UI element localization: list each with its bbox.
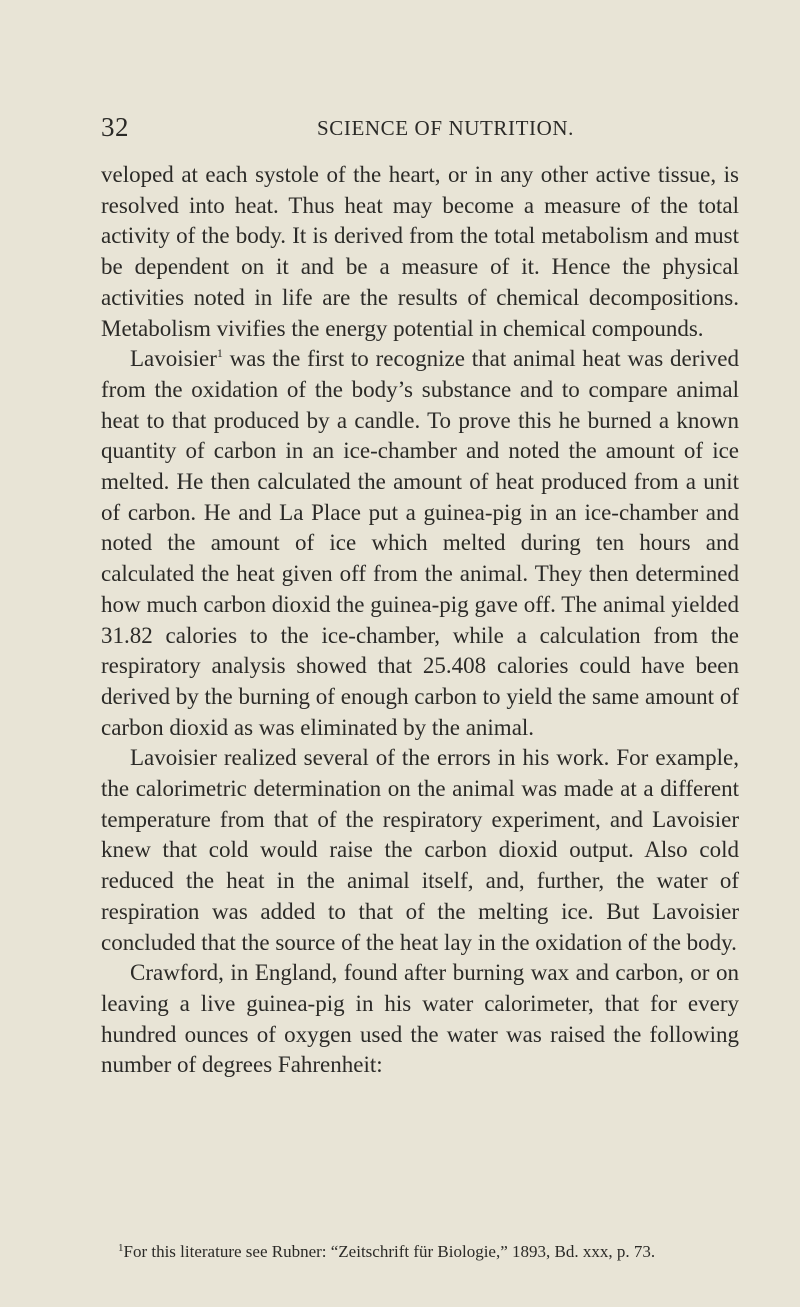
paragraph-3: Lavoisier realized several of the errors in his work. For example, the calorimetric determination on the animal was made at a different temperature from that of the respiratory experiment, and Lavoisier knew that cold would raise the carbon dioxid output. Also cold reduced the heat in the animal itself, and, further, the water of respiration was added to that of the melting ice. But Lavoisier concluded that the source of the heat lay in the oxidation of the body.	[101, 745, 739, 955]
footnote-marker: 1	[118, 1242, 124, 1254]
running-title: SCIENCE OF NUTRITION.	[317, 116, 575, 140]
footnote	[101, 1240, 739, 1264]
page-number: 32	[101, 112, 129, 142]
paragraph-2-text: was the first to recognize that animal heat was derived from the oxidation of the body’s substance and to compare animal heat to that produced by a candle. To prove this he burned a known quantity of carbon in an ice-chamber and noted the amount of ice melted. He then calculated the amount of heat produced from a unit of carbon. He and La Place put a guinea-pig in an ice-chamber and noted the amount of ice which melted during ten hours and calculated the heat given off from the animal. They then determined how much carbon dioxid the guinea-pig gave off. The animal yielded 31.82 calories to the ice-chamber, while a calculation from the respiratory analysis showed that 25.408 calories could have been derived by the burning of enough carbon to yield the same amount of carbon dioxid as was eliminated by the animal.	[101, 346, 739, 740]
paragraph-4: Crawford, in England, found after burning wax and carbon, or on leaving a live guinea-pig in his water calorimeter, that for every hundred ounces of oxygen used the water was raised the following number of degrees Fahrenheit:	[101, 960, 739, 1078]
paragraph-1: veloped at each systole of the heart, or in any other active tissue, is resolved into heat. Thus heat may become a measure of the total activity of the body. It is derived from the total metabolism and must be dependent on it and be a measure of it. Hence the physical activities noted in life are the results of chemical decompositions. Metabolism vivifies the energy potential in chemical compounds.	[101, 162, 739, 341]
footnote-reference: 1	[216, 346, 223, 361]
paragraph-2-lead: Lavoisier	[130, 346, 217, 372]
footnote-text: For this literature see Rubner: “Zeitschrift für Biologie,” 1893, Bd. xxx, p. 73.	[123, 1242, 656, 1261]
body-text	[101, 160, 739, 1081]
paragraph-2	[101, 344, 739, 743]
running-head	[101, 112, 739, 142]
